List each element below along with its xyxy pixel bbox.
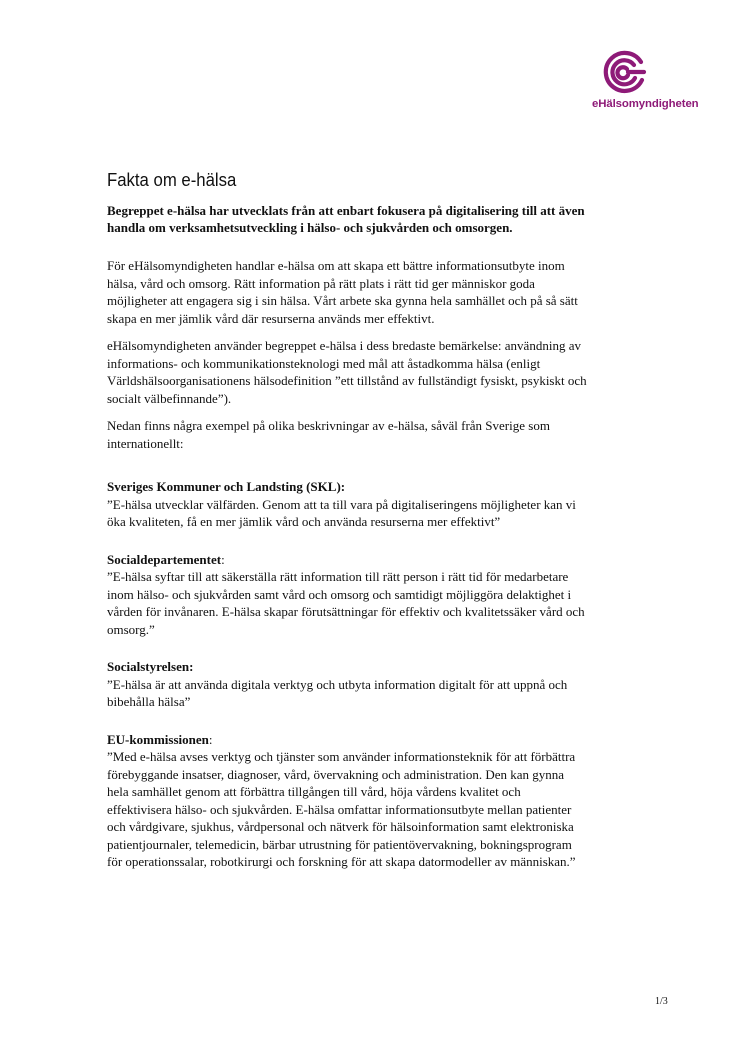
definition-section-socialstyrelsen (107, 658, 587, 711)
section-heading (107, 478, 587, 496)
document-body (107, 170, 587, 871)
section-heading-suffix: : (221, 551, 225, 567)
section-heading (107, 658, 587, 676)
section-heading-text: EU-kommissionen (107, 731, 209, 747)
section-heading (107, 731, 587, 749)
section-heading (107, 551, 587, 569)
section-quote: ”E-hälsa är att använda digitala verktyg och utbyta information digitalt för att uppnå och bibehålla hälsa” (107, 676, 568, 709)
brand-logo (592, 50, 699, 118)
definition-section-socialdepartementet (107, 551, 587, 639)
section-quote: ”E-hälsa utvecklar välfärden. Genom att ta till vara på digitaliseringens möjligheter kan vi öka kvaliteten, få en mer jämlik vård och använda resurserna mer effektivt” (107, 496, 576, 529)
definition-section-skl (107, 478, 587, 531)
section-quote: ”E-hälsa syftar till att säkerställa rätt information till rätt person i rätt tid för medarbetare inom hälso- och sjukvården samt vård och omsorg och samtidigt möjliggöra delaktighet i vården för invånaren. E-hälsa skapar förutsättningar för effektiv och kvalitetssäker vård och omsorg.” (107, 569, 585, 637)
body-paragraph: Nedan finns några exempel på olika beskrivningar av e-hälsa, såväl från Sverige som internationellt: (107, 418, 550, 451)
section-heading-text: Socialdepartementet (107, 551, 222, 567)
logo-wordmark: eHälsomyndigheten (592, 98, 699, 110)
body-paragraph: eHälsomyndigheten använder begreppet e-hälsa i dess bredaste bemärkelse: användning av informations- och kommunikationsteknologi med mål att åstadkomma hälsa (enligt Världshälsoorganisationens hälsodefinition ”ett tillstånd av fullständigt fysiskt, psykiskt och socialt välbefinnande”). (107, 338, 587, 406)
section-heading-text: Sveriges Kommuner och Landsting (SKL): (107, 479, 346, 494)
definition-section-eu-kommissionen (107, 731, 587, 871)
section-heading-text: Socialstyrelsen: (107, 659, 194, 674)
swirl-logo-icon (601, 50, 647, 94)
page-title: Fakta om e-hälsa (107, 170, 237, 190)
section-quote: ”Med e-hälsa avses verktyg och tjänster som använder informationsteknik för att förbättra förebyggande insatser, diagnoser, vård, övervakning och administration. Den kan gynna hela samhället genom att förbättra tillgången till vård, höja vårdens kvalitet och effektivisera hälso- och sjukvården. E-hälsa omfattar informationsutbyte mellan patienter och vårdgivare, sjukhus, vårdpersonal och nätverk för hälsoinformation samt elektroniska patientjournaler, telemedicin, bärbar utrustning för patientövervakning, bokningsprogram för operationssalar, robotkirurgi och forskning för att skapa datormodeller av människan.” (107, 749, 576, 869)
page-number: 1/3 (655, 996, 668, 1007)
section-heading-suffix: : (208, 731, 213, 747)
lead-paragraph: Begreppet e-hälsa har utvecklats från att enbart fokusera på digitalisering till att även handla om verksamhetsutveckling i hälso- och sjukvården och omsorgen. (107, 203, 585, 235)
body-paragraph: För eHälsomyndigheten handlar e-hälsa om att skapa ett bättre informationsutbyte inom hälsa, vård och omsorg. Rätt information på rätt plats i rätt tid ger människor goda möjligheter att engagera sig i sin hälsa. Vårt arbete ska gynna hela samhället och på så sätt skapa en mer jämlik vård där resurserna används mer effektivt. (107, 258, 578, 326)
